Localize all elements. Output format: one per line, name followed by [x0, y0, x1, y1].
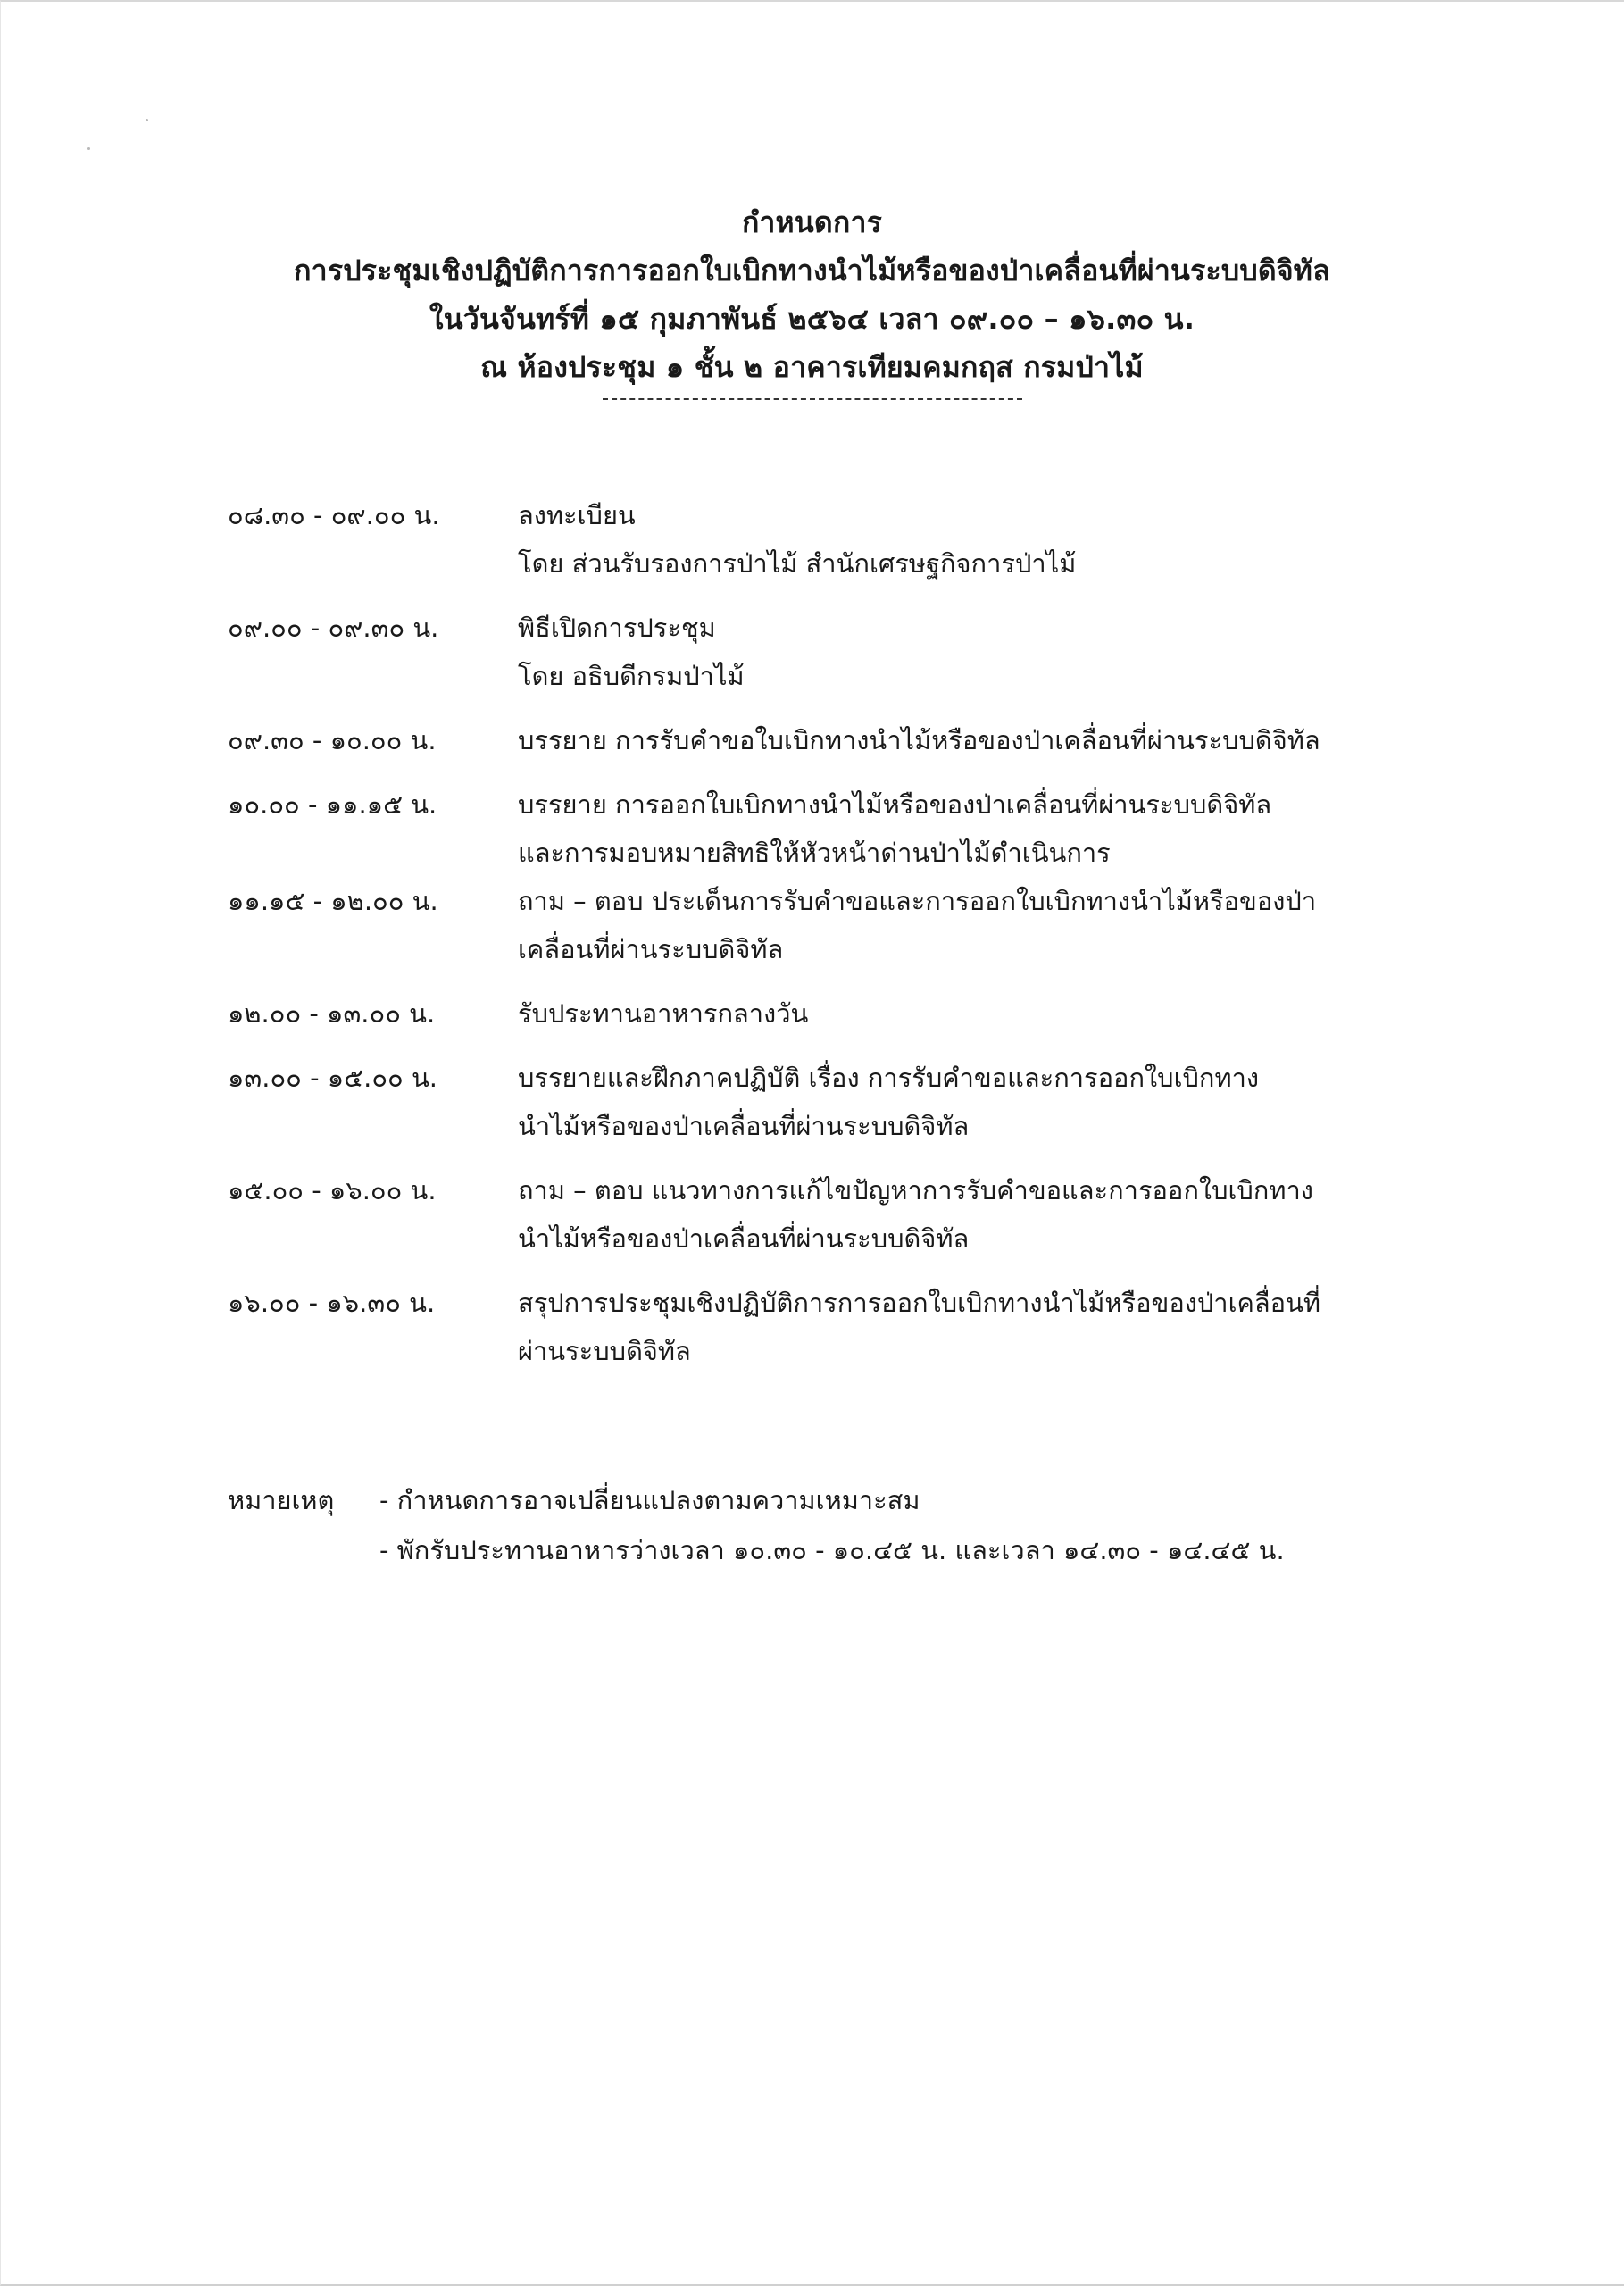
agenda-time: ๑๕.๐๐ - ๑๖.๐๐ น.	[228, 1175, 437, 1206]
agenda-time: ๐๙.๐๐ - ๐๙.๓๐ น.	[228, 613, 439, 643]
agenda-row	[228, 604, 1388, 700]
agenda-list	[228, 491, 1388, 1375]
scan-speck	[146, 119, 148, 121]
agenda-line: ถาม – ตอบ ประเด็นการรับคำขอและการออกใบเบิกทางนำไม้หรือของป่า	[518, 886, 1317, 916]
agenda-time: ๑๖.๐๐ - ๑๖.๓๐ น.	[228, 1288, 436, 1318]
agenda-description	[518, 780, 1388, 877]
page-title: กำหนดการ	[741, 205, 883, 239]
agenda-row	[228, 491, 1388, 588]
agenda-line: บรรยายและฝึกภาคปฏิบัติ เรื่อง การรับคำขอและการออกใบเบิกทาง	[518, 1063, 1260, 1093]
agenda-line: รับประทานอาหารกลางวัน	[518, 998, 809, 1029]
agenda-description	[518, 491, 1388, 588]
agenda-line: โดย อธิบดีกรมป่าไม้	[518, 661, 745, 691]
scan-speck	[87, 147, 90, 150]
agenda-row	[228, 780, 1388, 877]
agenda-line: และการมอบหมายสิทธิให้หัวหน้าด่านป่าไม้ดำเนินการ	[518, 838, 1111, 868]
agenda-line: โดย ส่วนรับรองการป่าไม้ สำนักเศรษฐกิจการป่าไม้	[518, 548, 1077, 579]
agenda-row	[228, 1166, 1388, 1263]
agenda-line: เคลื่อนที่ผ่านระบบดิจิทัล	[518, 934, 784, 964]
agenda-line: บรรยาย การรับคำขอใบเบิกทางนำไม้หรือของป่าเคลื่อนที่ผ่านระบบดิจิทัล	[518, 725, 1320, 755]
event-date-time: ในวันจันทร์ที่ ๑๕ กุมภาพันธ์ ๒๕๖๔ เวลา ๐๙.๐๐ – ๑๖.๓๐ น.	[429, 302, 1195, 336]
agenda-line: ถาม – ตอบ แนวทางการแก้ไขปัญหาการรับคำขอและการออกใบเบิกทาง	[518, 1175, 1313, 1206]
agenda-description	[518, 1166, 1388, 1263]
agenda-row	[228, 1054, 1388, 1150]
agenda-line: ผ่านระบบดิจิทัล	[518, 1336, 691, 1366]
agenda-time: ๑๒.๐๐ - ๑๓.๐๐ น.	[228, 998, 436, 1029]
agenda-time: ๑๑.๑๕ - ๑๒.๐๐ น.	[228, 886, 438, 916]
note-item: - พักรับประทานอาหารว่างเวลา ๑๐.๓๐ - ๑๐.๔๕ น. และเวลา ๑๔.๓๐ - ๑๔.๔๕ น.	[379, 1535, 1285, 1565]
agenda-line: สรุปการประชุมเชิงปฏิบัติการการออกใบเบิกทางนำไม้หรือของป่าเคลื่อนที่	[518, 1288, 1321, 1318]
agenda-line: บรรยาย การออกใบเบิกทางนำไม้หรือของป่าเคลื่อนที่ผ่านระบบดิจิทัล	[518, 789, 1272, 820]
notes-section	[228, 1475, 1388, 1575]
agenda-time: ๐๘.๓๐ - ๐๙.๐๐ น.	[228, 500, 440, 530]
agenda-description	[518, 1279, 1388, 1375]
agenda-description	[518, 1054, 1388, 1150]
agenda-description	[518, 877, 1388, 973]
header-divider	[603, 398, 1022, 400]
agenda-row	[228, 877, 1388, 973]
agenda-row	[228, 716, 1388, 764]
agenda-line: นำไม้หรือของป่าเคลื่อนที่ผ่านระบบดิจิทัล	[518, 1223, 970, 1254]
agenda-description	[518, 716, 1388, 764]
agenda-row	[228, 1279, 1388, 1375]
event-name: การประชุมเชิงปฏิบัติการการออกใบเบิกทางนำไม้หรือของป่าเคลื่อนที่ผ่านระบบดิจิทัล	[294, 254, 1330, 288]
notes-items	[379, 1475, 1285, 1575]
agenda-line: นำไม้หรือของป่าเคลื่อนที่ผ่านระบบดิจิทัล	[518, 1111, 970, 1141]
agenda-row	[228, 989, 1388, 1038]
notes-label: หมายเหตุ	[228, 1485, 335, 1515]
agenda-time: ๐๙.๓๐ - ๑๐.๐๐ น.	[228, 725, 437, 755]
event-venue: ณ ห้องประชุม ๑ ชั้น ๒ อาคารเทียมคมกฤส กรมป่าไม้	[480, 350, 1144, 384]
agenda-description	[518, 604, 1388, 700]
agenda-line: ลงทะเบียน	[518, 500, 636, 530]
agenda-description	[518, 989, 1388, 1038]
agenda-time: ๑๓.๐๐ - ๑๕.๐๐ น.	[228, 1063, 437, 1093]
note-item: - กำหนดการอาจเปลี่ยนแปลงตามความเหมาะสม	[379, 1485, 920, 1515]
document-header	[0, 198, 1624, 400]
agenda-line: พิธีเปิดการประชุม	[518, 613, 716, 643]
agenda-time: ๑๐.๐๐ - ๑๑.๑๕ น.	[228, 789, 437, 820]
